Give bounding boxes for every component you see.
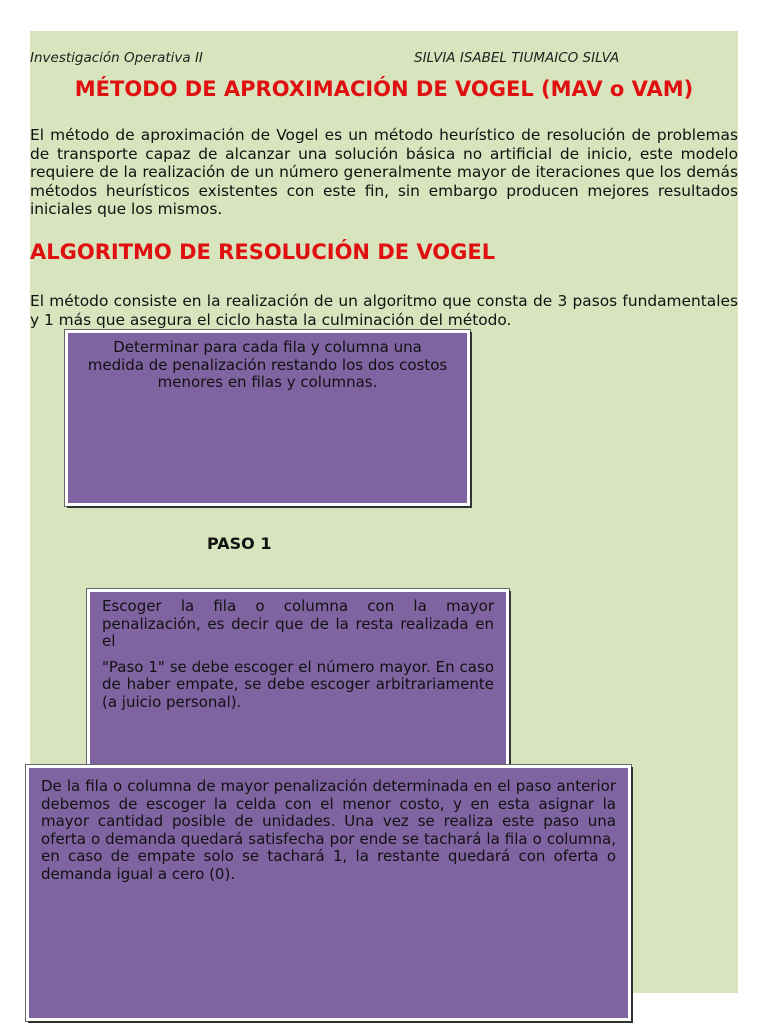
step2-text-b: "Paso 1" se debe escoger el número mayor. En caso de haber empate, se debe escoger arbitrariamente (a juicio personal). — [102, 657, 494, 711]
step3-text: De la fila o columna de mayor penalización determinada en el paso anterior debemos de escoger la celda con el menor costo, y en esta asignar la mayor cantidad posible de unidades. Una vez se realiza este paso una oferta o demanda quedará satisfecha por ende se tachará la fila o columna, en caso de empate solo se tachará 1, la restante quedará con oferta o demanda igual a cero (0). — [41, 777, 616, 883]
step1-box — [65, 330, 470, 506]
section-title: ALGORITMO DE RESOLUCIÓN DE VOGEL — [30, 240, 496, 264]
header-course: Investigación Operativa II — [30, 50, 203, 66]
algorithm-paragraph: El método consiste en la realización de un algoritmo que consta de 3 pasos fundamentales y 1 más que asegura el ciclo hasta la culminación del método. — [30, 292, 738, 329]
page-title: MÉTODO DE APROXIMACIÓN DE VOGEL (MAV o VAM) — [74, 77, 694, 101]
header-author: SILVIA ISABEL TIUMAICO SILVA — [414, 50, 620, 66]
step2-text-a: Escoger la fila o columna con la mayor penalización, es decir que de la resta realizada en el — [102, 597, 494, 650]
step2-box — [87, 589, 509, 774]
step1-text: Determinar para cada fila y columna una medida de penalización restando los dos costos menores en filas y columnas. — [87, 338, 448, 391]
step1-label: PASO 1 — [207, 534, 272, 553]
intro-paragraph: El método de aproximación de Vogel es un método heurístico de resolución de problemas de transporte capaz de alcanzar una solución básica no artificial de inicio, este modelo requiere de la realización de un número generalmente mayor de iteraciones que los demás métodos heurísticos existentes con este fin, sin embargo producen mejores resultados iniciales que los mismos. — [30, 126, 738, 218]
step3-box — [26, 765, 631, 1021]
